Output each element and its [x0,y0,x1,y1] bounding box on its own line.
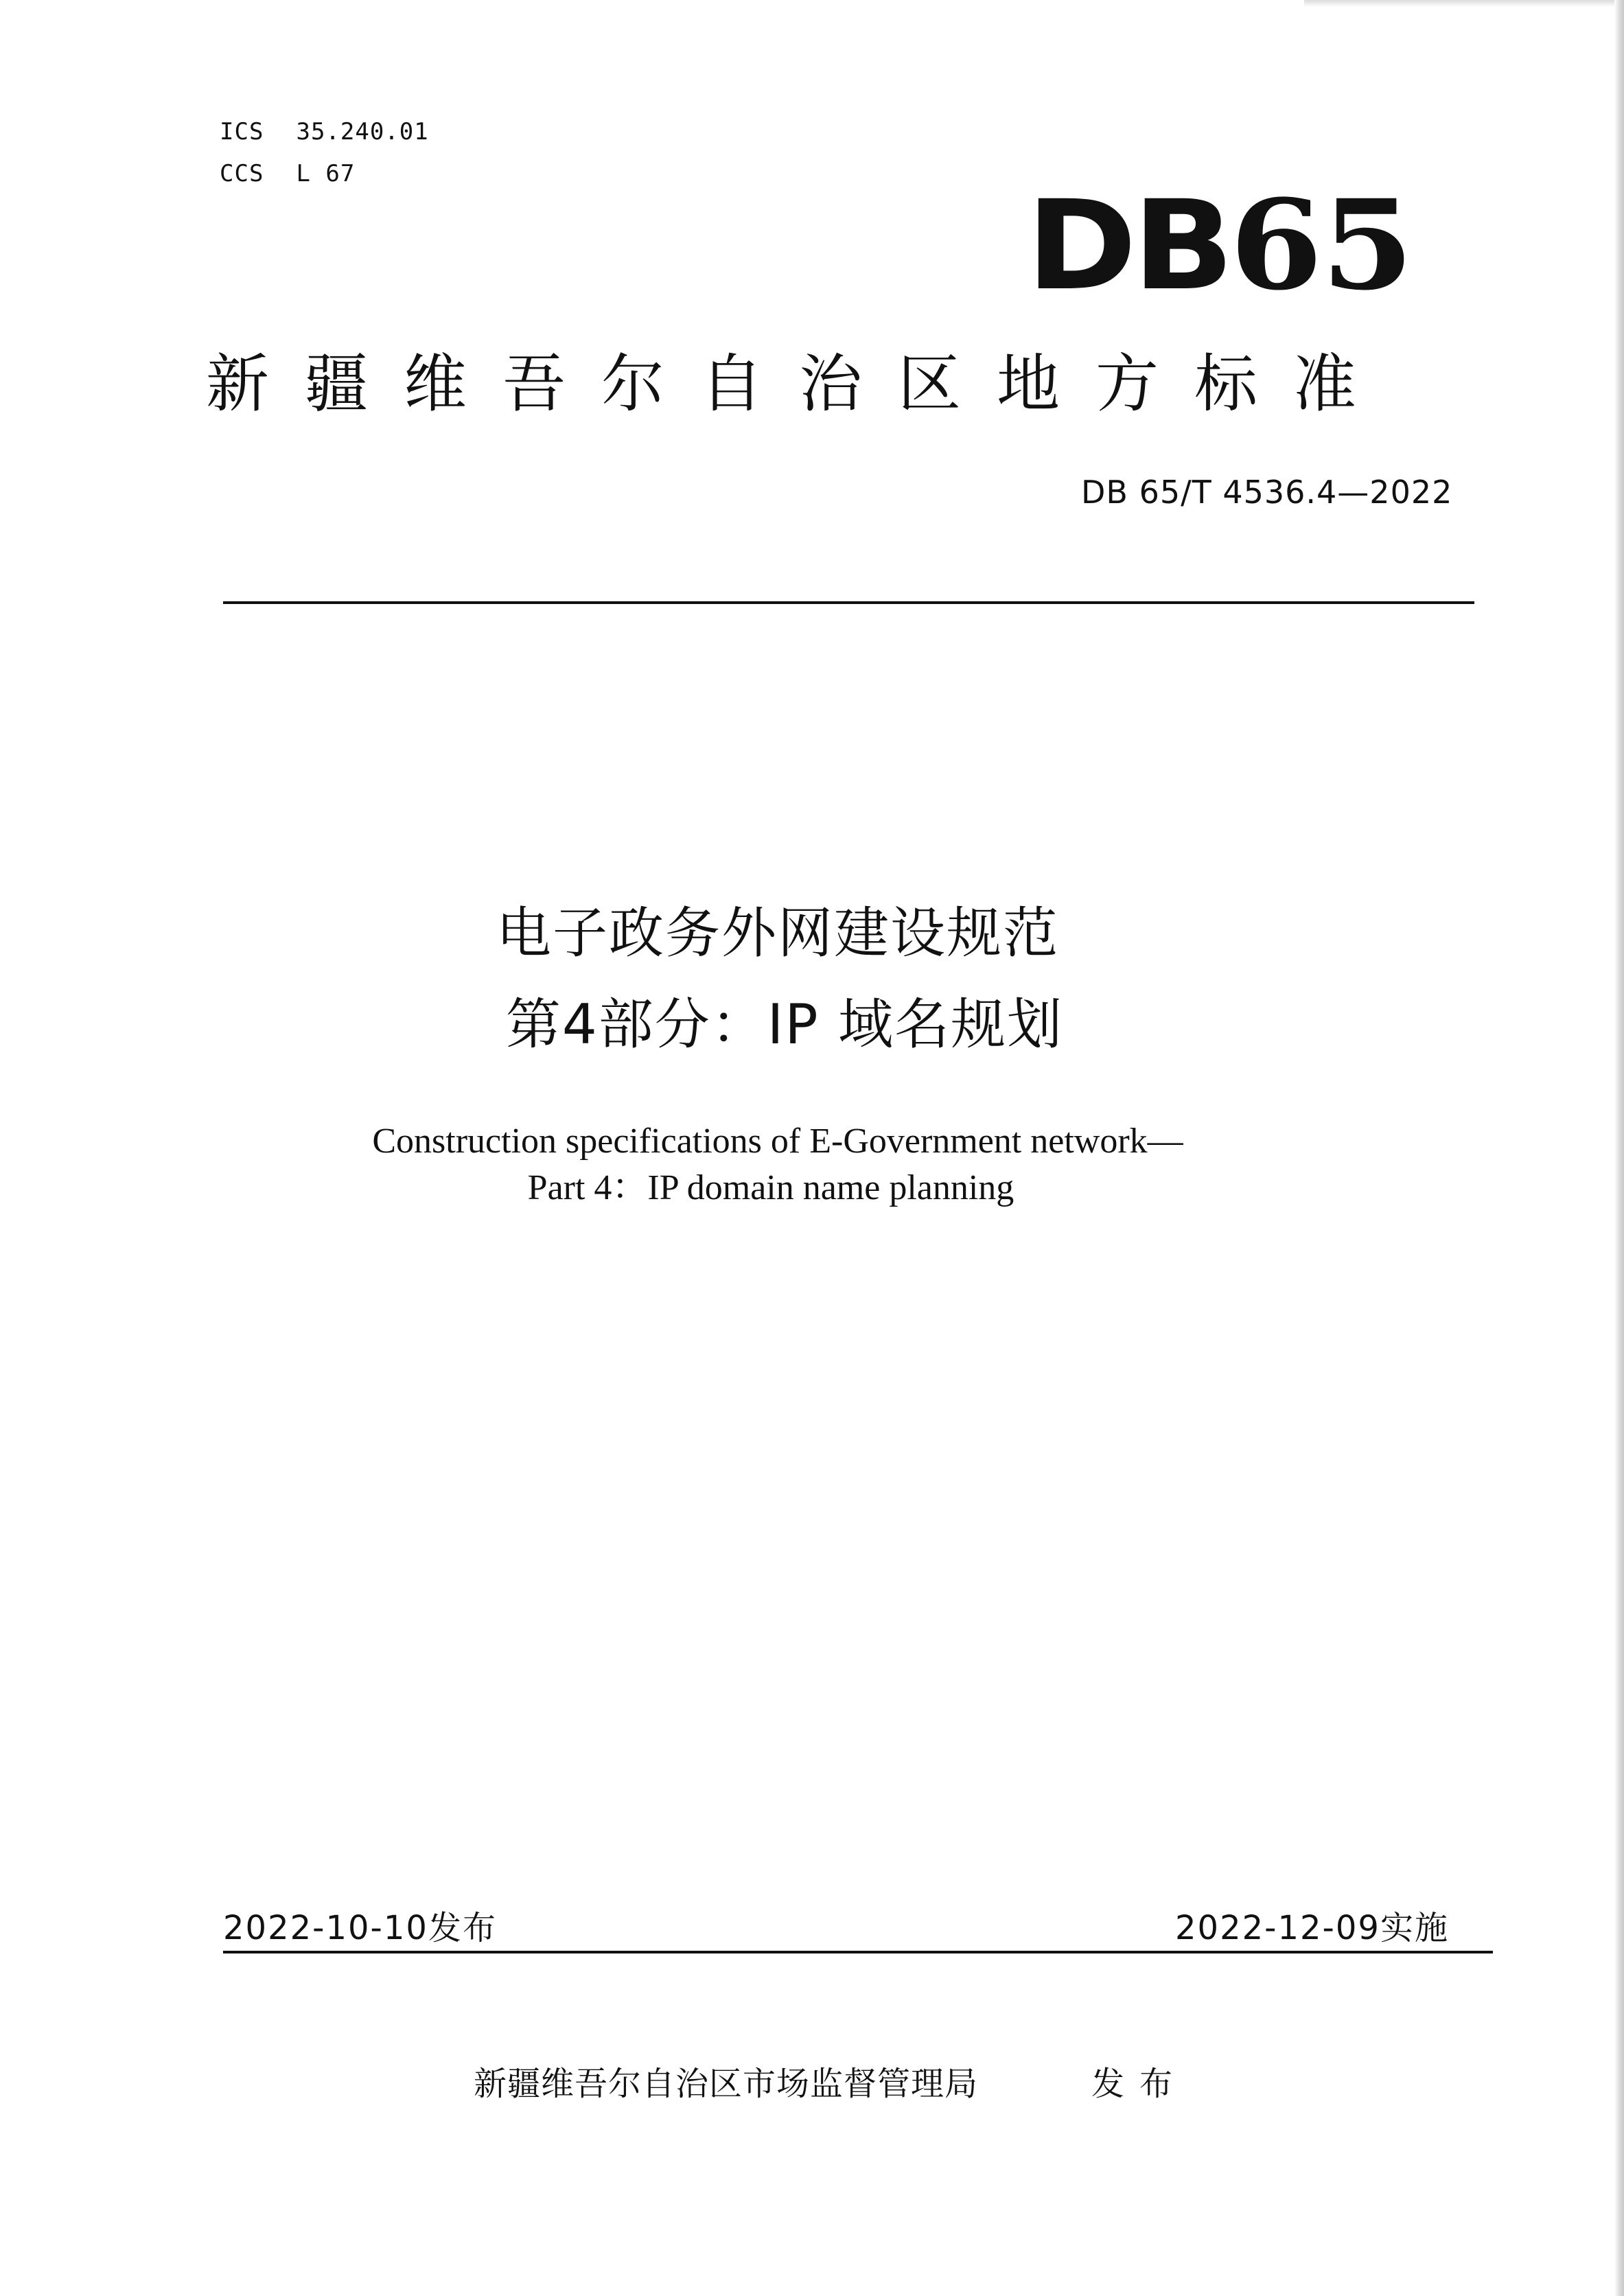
ics-label: ICS [220,118,264,146]
footer-divider [223,1951,1493,1953]
scan-top-edge [1304,0,1624,7]
title-cn-part: 第4部分：IP 域名规划 [505,993,1064,1056]
issuer-action: 发布 [1091,2065,1188,2103]
ccs-code: L 67 [296,160,356,187]
standard-number: DB 65/T 4536.4—2022 [1081,474,1453,511]
publish-date: 2022-10-10发布 [223,1909,497,1947]
db-logo-letters: DB [1026,174,1230,318]
ics-classification [220,118,429,146]
db-logo-number: 65 [1229,173,1413,318]
standard-type-heading: 新疆维吾尔自治区地方标准 [206,347,1393,421]
title-en-main: Construction specifications of E-Government network— [372,1122,1183,1161]
db-standard-logo [1026,173,1413,318]
title-en-part: Part 4：IP domain name planning [527,1168,1014,1207]
issuer-name: 新疆维吾尔自治区市场监督管理局 [474,2065,979,2103]
header-divider [223,601,1474,604]
effective-date: 2022-12-09实施 [1175,1909,1449,1947]
ics-code: 35.240.01 [296,118,429,146]
ccs-classification [220,160,355,187]
scan-right-edge [1614,0,1624,2296]
ccs-label: CCS [220,160,264,187]
title-cn-main: 电子政务外网建设规范 [496,901,1059,965]
